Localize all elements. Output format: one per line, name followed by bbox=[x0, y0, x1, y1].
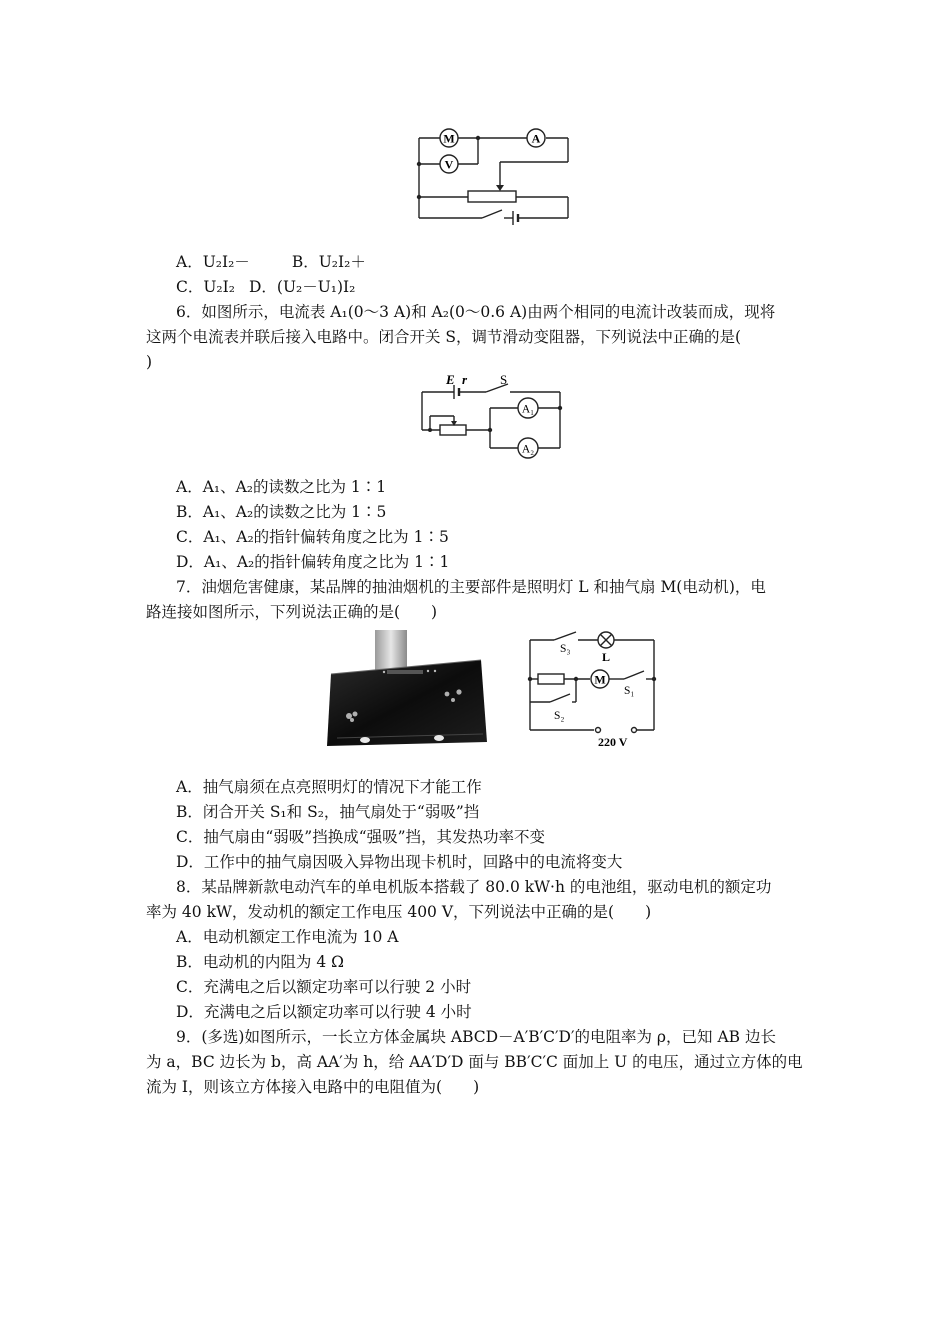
q5-option-c[interactable]: C．U₂I₂ bbox=[176, 278, 235, 296]
q5-motor-symbol bbox=[440, 129, 458, 147]
svg-text:M: M bbox=[594, 672, 606, 687]
q5-circuit-diagram bbox=[410, 125, 575, 225]
q6-stem-line-2: 这两个电流表并联后接入电路中。闭合开关 S，调节滑动变阻器，下列说法中正确的是( bbox=[146, 328, 742, 346]
q6-option-d[interactable]: D．A₁、A₂的指针偏转角度之比为 1∶1 bbox=[176, 553, 450, 571]
q8-option-b[interactable]: B．电动机的内阻为 4 Ω bbox=[176, 953, 344, 971]
q9-stem-line-3: 流为 I，则该立方体接入电路中的电阻值为( ) bbox=[146, 1078, 480, 1096]
svg-text:220 V: 220 V bbox=[598, 735, 628, 749]
range-hood-photo bbox=[327, 630, 489, 748]
q8-stem-line-2: 率为 40 kW，发动机的额定工作电压 400 V，下列说法中正确的是( ) bbox=[146, 903, 652, 921]
svg-text:E: E bbox=[446, 372, 455, 387]
q6-option-b[interactable]: B．A₁、A₂的读数之比为 1∶5 bbox=[176, 503, 387, 521]
q7-stem-line-2: 路连接如图所示，下列说法正确的是( ) bbox=[146, 603, 438, 621]
q7-option-c[interactable]: C．抽气扇由“弱吸”挡换成“强吸”挡，其发热功率不变 bbox=[176, 828, 546, 846]
q7-option-d[interactable]: D．工作中的抽气扇因吸入异物出现卡机时，回路中的电流将变大 bbox=[176, 853, 623, 871]
svg-text:V: V bbox=[444, 157, 454, 172]
q5-ammeter-symbol bbox=[527, 129, 545, 147]
svg-text:r: r bbox=[462, 372, 468, 387]
q5-option-b[interactable]: B．U₂I₂＋ bbox=[291, 253, 366, 271]
q7-option-b[interactable]: B．闭合开关 S₁和 S₂，抽气扇处于“弱吸”挡 bbox=[176, 803, 480, 821]
q7-option-a[interactable]: A．抽气扇须在点亮照明灯的情况下才能工作 bbox=[176, 778, 482, 796]
q8-option-c[interactable]: C．充满电之后以额定功率可以行驶 2 小时 bbox=[176, 978, 472, 996]
q9-stem-line-2: 为 a，BC 边长为 b，高 AA′为 h，给 AA′D′D 面与 BB′C′C 面加上 U 的电压，通过立方体的电 bbox=[146, 1053, 803, 1071]
q8-option-a[interactable]: A．电动机额定工作电流为 10 A bbox=[176, 928, 399, 946]
q6-option-a[interactable]: A．A₁、A₂的读数之比为 1∶1 bbox=[176, 478, 387, 496]
q8-option-d[interactable]: D．充满电之后以额定功率可以行驶 4 小时 bbox=[176, 1003, 472, 1021]
q5-voltmeter-symbol bbox=[440, 155, 458, 173]
q6-stem-line-1: 6．如图所示，电流表 A₁(0～3 A)和 A₂(0～0.6 A)由两个相同的电流计改装而成，现将 bbox=[176, 303, 776, 321]
q8-stem-line-1: 8．某品牌新款电动汽车的单电机版本搭载了 80.0 kW·h 的电池组，驱动电机的额定功 bbox=[176, 878, 772, 896]
svg-text:A: A bbox=[531, 131, 541, 146]
q5-option-d[interactable]: D．(U₂－U₁)I₂ bbox=[248, 278, 356, 296]
svg-text:S: S bbox=[500, 372, 508, 387]
q5-options-cd bbox=[176, 276, 355, 298]
q7-circuit-diagram bbox=[524, 628, 664, 748]
q7-stem-line-1: 7．油烟危害健康，某品牌的抽油烟机的主要部件是照明灯 L 和抽气扇 M(电动机)，电 bbox=[176, 578, 766, 596]
svg-text:S₁: S₁ bbox=[624, 685, 635, 697]
svg-text:L: L bbox=[602, 650, 611, 664]
q6-option-c[interactable]: C．A₁、A₂的指针偏转角度之比为 1∶5 bbox=[176, 528, 449, 546]
q5-option-a[interactable]: A．U₂I₂－ bbox=[176, 253, 250, 271]
svg-text:S₃: S₃ bbox=[560, 643, 571, 655]
svg-text:A₂: A₂ bbox=[521, 443, 535, 456]
q6-ammeter-a1-symbol bbox=[518, 398, 538, 418]
svg-text:M: M bbox=[443, 131, 455, 146]
q9-stem-line-1: 9．(多选)如图所示，一长立方体金属块 ABCD－A′B′C′D′的电阻率为 ρ，已知 AB 边长 bbox=[176, 1028, 776, 1046]
q6-circuit-diagram bbox=[418, 370, 568, 465]
q5-options-ab bbox=[176, 251, 366, 273]
q6-ammeter-a2-symbol bbox=[518, 438, 538, 458]
svg-text:S₂: S₂ bbox=[554, 710, 565, 722]
q6-stem-line-3: ) bbox=[146, 353, 153, 371]
svg-text:A₁: A₁ bbox=[521, 403, 535, 416]
